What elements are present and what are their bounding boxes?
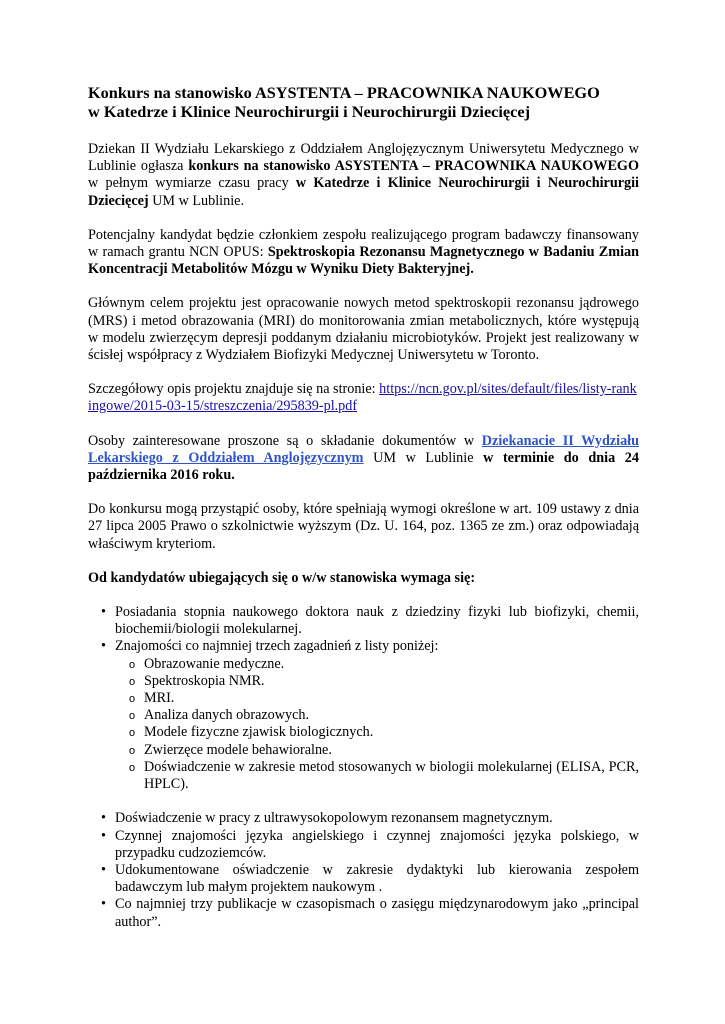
text: UM w Lublinie. — [148, 192, 245, 209]
page-title — [88, 83, 639, 121]
bold-text: w Katedrze i Klinice Neurochirurgii i Neurochirurgii Dziecięcej — [88, 175, 639, 209]
text: UM w Lublinie — [363, 449, 484, 466]
list-item: • Udokumentowane oświadczenie w zakresie dydaktyki lub kierowania zespołem badawczym lub małym projektem naukowym . — [88, 862, 639, 896]
list-item: o Modele fizyczne zjawisk biologicznych. — [124, 724, 639, 741]
text: Dziekan II Wydziału Lekarskiego z Oddziałem Anglojęzycznym Uniwersytetu Medycznego w Lublinie ogłasza — [88, 141, 639, 175]
title-line-2: w Katedrze i Klinice Neurochirurgii i Neurochirurgii Dziecięcej — [88, 102, 531, 121]
topics-list — [124, 656, 639, 794]
requirements-list-a — [88, 604, 639, 656]
text: w pełnym wymiarze czasu pracy — [88, 175, 296, 192]
eligibility-paragraph: Do konkursu mogą przystąpić osoby, które spełniają wymogi określone w art. 109 ustawy z dnia 27 lipca 2005 Prawo o szkolnictwie wyższym (Dz. U. 164, poz. 1365 ze zm.) oraz odpowiadają właściwym kryteriom. — [88, 501, 639, 552]
title-line-1: Konkurs na stanowisko ASYSTENTA – PRACOWNIKA NAUKOWEGO — [88, 83, 600, 102]
dean-office-link-text: Dziekanacie II Wydziału Lekarskiego z Oddziałem Anglojęzycznym — [88, 432, 639, 466]
requirements-heading — [88, 570, 639, 587]
project-description-paragraph — [88, 381, 639, 415]
list-item: o Analiza danych obrazowych. — [124, 707, 639, 724]
list-item: o Obrazowanie medyczne. — [124, 656, 639, 673]
bold-text: konkurs na stanowisko ASYSTENTA – PRACOWNIKA NAUKOWEGO — [188, 158, 639, 175]
project-link[interactable]: https://ncn.gov.pl/sites/default/files/listy-rankingowe/2015-03-15/streszczenia/295839-pl.pdf — [88, 381, 637, 415]
text: Szczegółowy opis projektu znajduje się na stronie: — [88, 381, 380, 398]
list-item: o Spektroskopia NMR. — [124, 673, 639, 690]
grant-title: Spektroskopia Rezonansu Magnetycznego w Badaniu Zmian Koncentracji Metabolitów Mózgu w Wyniku Diety Bakteryjnej. — [88, 244, 639, 278]
list-item: o MRI. — [124, 690, 639, 707]
project-goal-paragraph: Głównym celem projektu jest opracowanie nowych metod spektroskopii rezonansu jądrowego (MRS) i metod obrazowania (MRI) do monitorowania zmian metabolicznych, które występują w modelu zwierzęcym depresji poddanym działaniu microbiotyków. Projekt jest realizowany w ścisłej współpracy z Wydziałem Biofizyki Medycznej Uniwersytetu w Toronto. — [88, 295, 639, 364]
list-item: o Doświadczenie w zakresie metod stosowanych w biologii molekularnej (ELISA, PCR, HPLC). — [124, 759, 639, 793]
requirements-list-b — [88, 810, 639, 930]
text: Potencjalny kandydat będzie członkiem zespołu realizującego program badawczy finansowany w ramach grantu NCN OPUS: — [88, 226, 639, 261]
application-paragraph — [88, 433, 639, 485]
document-page — [88, 83, 639, 931]
list-item: • Znajomości co najmniej trzech zagadnień z listy poniżej: — [88, 638, 639, 655]
list-item: • Posiadania stopnia naukowego doktora nauk z dziedziny fizyki lub biofizyki, chemii, biochemii/biologii molekularnej. — [88, 604, 639, 638]
announcement-paragraph — [88, 141, 639, 210]
grant-paragraph — [88, 227, 639, 279]
list-item: • Czynnej znajomości języka angielskiego i czynnej znajomości języka polskiego, w przypadku cudzoziemców. — [88, 828, 639, 862]
list-item: • Doświadczenie w pracy z ultrawysokopolowym rezonansem magnetycznym. — [88, 810, 639, 827]
requirements-heading-text: Od kandydatów ubiegających się o w/w stanowiska wymaga się: — [88, 569, 476, 586]
list-item: • Co najmniej trzy publikacje w czasopismach o zasięgu międzynarodowym jako „principal author”. — [88, 896, 639, 930]
deadline-text: w terminie do dnia 24 października 2016 roku. — [88, 449, 639, 484]
list-item: o Zwierzęce modele behawioralne. — [124, 742, 639, 759]
text: Osoby zainteresowane proszone są o składanie dokumentów w — [88, 432, 482, 449]
